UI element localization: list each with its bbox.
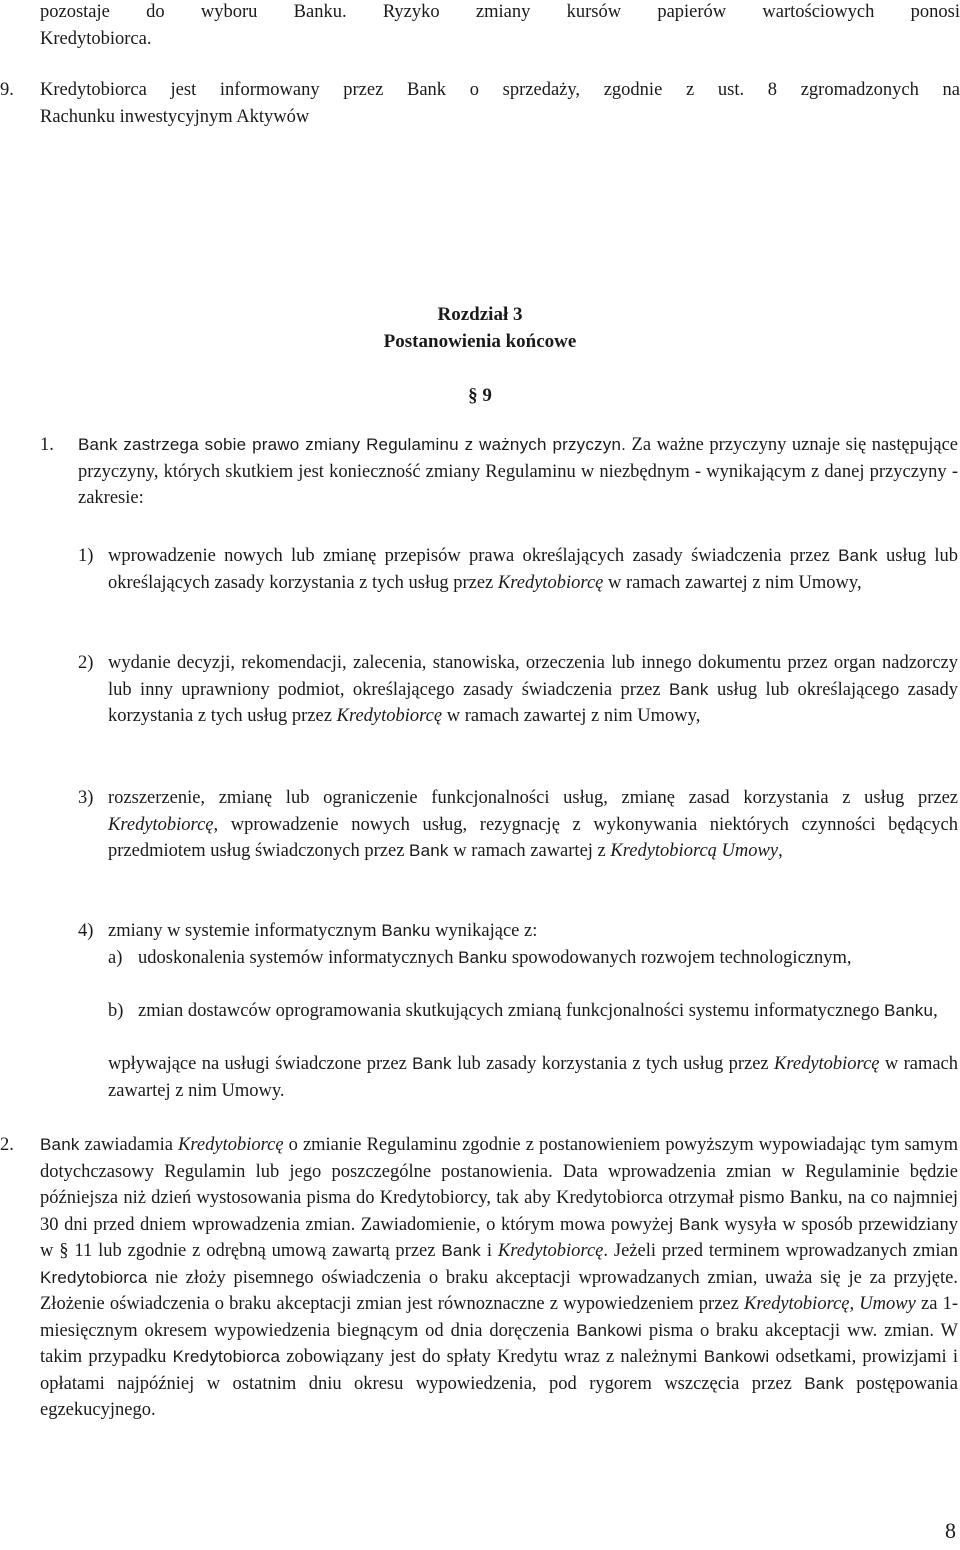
- list-item-number: 2): [78, 653, 94, 673]
- sub-item-label: b): [108, 1001, 124, 1021]
- list-item-text: rozszerzenie, zmianę lub ograniczenie funkcjonalności usług, zmianę zasad korzystania z usług przez Kredytobiorcę, wprowadzenie nowych usług, rezygnację z wykonywania niektórych czynności będących przedmiotem usług świadczonych przez Bank w ramach zawartej z Kredytobiorcą Umowy,: [108, 788, 958, 861]
- point-2: [0, 1132, 960, 1424]
- point-2-text: Bank zawiadamia Kredytobiorcę o zmianie Regulaminu zgodnie z postanowieniem powyższym wypowiadając tym samym dotychczasowy Regulamin lub jego poszczególne postanowienia. Data wprowadzenia zmian w Regulaminie będzie późniejsza niż dzień wystosowania pisma do Kredytobiorcy, tak aby Kredytobiorca otrzymał pismo Banku, na co najmniej 30 dni przed dniem wprowadzenia zmian. Zawiadomienie, o którym mowa powyżej Bank wysyła w sposób przewidziany w § 11 lub zgodnie z odrębną umową zawartą przez Bank i Kredytobiorcę. Jeżeli przed terminem wprowadzanych zmian Kredytobiorca nie złoży pisemnego oświadczenia o braku akceptacji wprowadzanych zmian, uważa się je za przyjęte. Złożenie oświadczenia o braku akceptacji zmian jest równoznaczne z wypowiedzeniem przez Kredytobiorcę, Umowy za 1-miesięcznym okresem wypowiedzenia biegnącym od dnia doręczenia Bankowi pisma o braku akceptacji ww. zmian. W takim przypadku Kredytobiorca zobowiązany jest do spłaty Kredytu wraz z należnymi Bankowi odsetkami, prowizjami i opłatami najpóźniej w ostatnim dniu okresu wypowiedzenia, pod rygorem wszczęcia przez Bank postępowania egzekucyjnego.: [40, 1135, 959, 1420]
- item-9-line-2: Rachunku inwestycyjnym Aktywów: [40, 106, 310, 127]
- list-item-4-intro: zmiany w systemie informatycznym Banku wynikające z:: [108, 921, 538, 941]
- chapter-subtitle: Postanowienia końcowe: [383, 331, 577, 352]
- list-item: [78, 785, 958, 865]
- sub-item-a: [108, 945, 958, 972]
- sub-item-label: a): [108, 948, 123, 968]
- sub-item-text: udoskonalenia systemów informatycznych Banku spowodowanych rozwojem technologicznym,: [138, 948, 852, 968]
- page-number: 8: [945, 1518, 956, 1543]
- list-item: [78, 543, 958, 596]
- point-1-number: 1.: [40, 435, 54, 455]
- point-1: [40, 432, 960, 512]
- sub-item-text: zmian dostawców oprogramowania skutkujących zmianą funkcjonalności systemu informatycznego Banku,: [138, 1001, 938, 1021]
- continuation-line-2: Kredytobiorca.: [40, 28, 152, 49]
- continuation-paragraph: [40, 0, 960, 52]
- list-item-number: 1): [78, 546, 94, 566]
- list-item-4-outro: wpływające na usługi świadczone przez Bank lub zasady korzystania z tych usług przez Kredytobiorcę w ramach zawartej z nim Umowy.: [108, 1054, 959, 1101]
- list-item: [78, 650, 958, 730]
- list-item-4: [78, 918, 958, 945]
- sub-item-b: [108, 998, 958, 1025]
- point-2-number: 2.: [0, 1135, 14, 1155]
- point-1-intro-rest: Za ważne przyczyny uznaje się następujące przyczyny, których skutkiem jest konieczność zmiany Regulaminu w niezbędnym - wynikającym z danej przyczyny - zakresie:: [78, 435, 958, 508]
- section-symbol: § 9: [468, 385, 492, 406]
- list-item-text: wydanie decyzji, rekomendacji, zalecenia, stanowiska, orzeczenia lub innego dokumentu przez organ nadzorczy lub inny uprawniony podmiot, określającego zasady świadczenia przez Bank usług lub określającego zasady korzystania z tych usług przez Kredytobiorcę w ramach zawartej z nim Umowy,: [108, 653, 958, 726]
- list-item-text: wprowadzenie nowych lub zmianę przepisów prawa określających zasady świadczenia przez Bank usług lub określających zasady korzystania z tych usług przez Kredytobiorcę w ramach zawartej z nim Umowy,: [108, 546, 959, 593]
- item-9-line-1: Kredytobiorca jest informowany przez Bank o sprzedaży, zgodnie z ust. 8 zgromadzonych na: [40, 80, 960, 100]
- point-1-intro: [78, 432, 958, 512]
- continuation-line-1: pozostaje do wyboru Banku. Ryzyko zmiany kursów papierów wartościowych ponosi: [40, 2, 960, 22]
- list-item-number: 3): [78, 788, 94, 808]
- list-item-number: 4): [78, 921, 94, 941]
- chapter-title: Rozdział 3: [437, 304, 523, 325]
- item-9-number: 9.: [0, 80, 14, 100]
- item-9: [0, 77, 960, 130]
- point-1-intro-sans: Bank zastrzega sobie prawo zmiany Regulaminu z ważnych przyczyn.: [78, 435, 627, 454]
